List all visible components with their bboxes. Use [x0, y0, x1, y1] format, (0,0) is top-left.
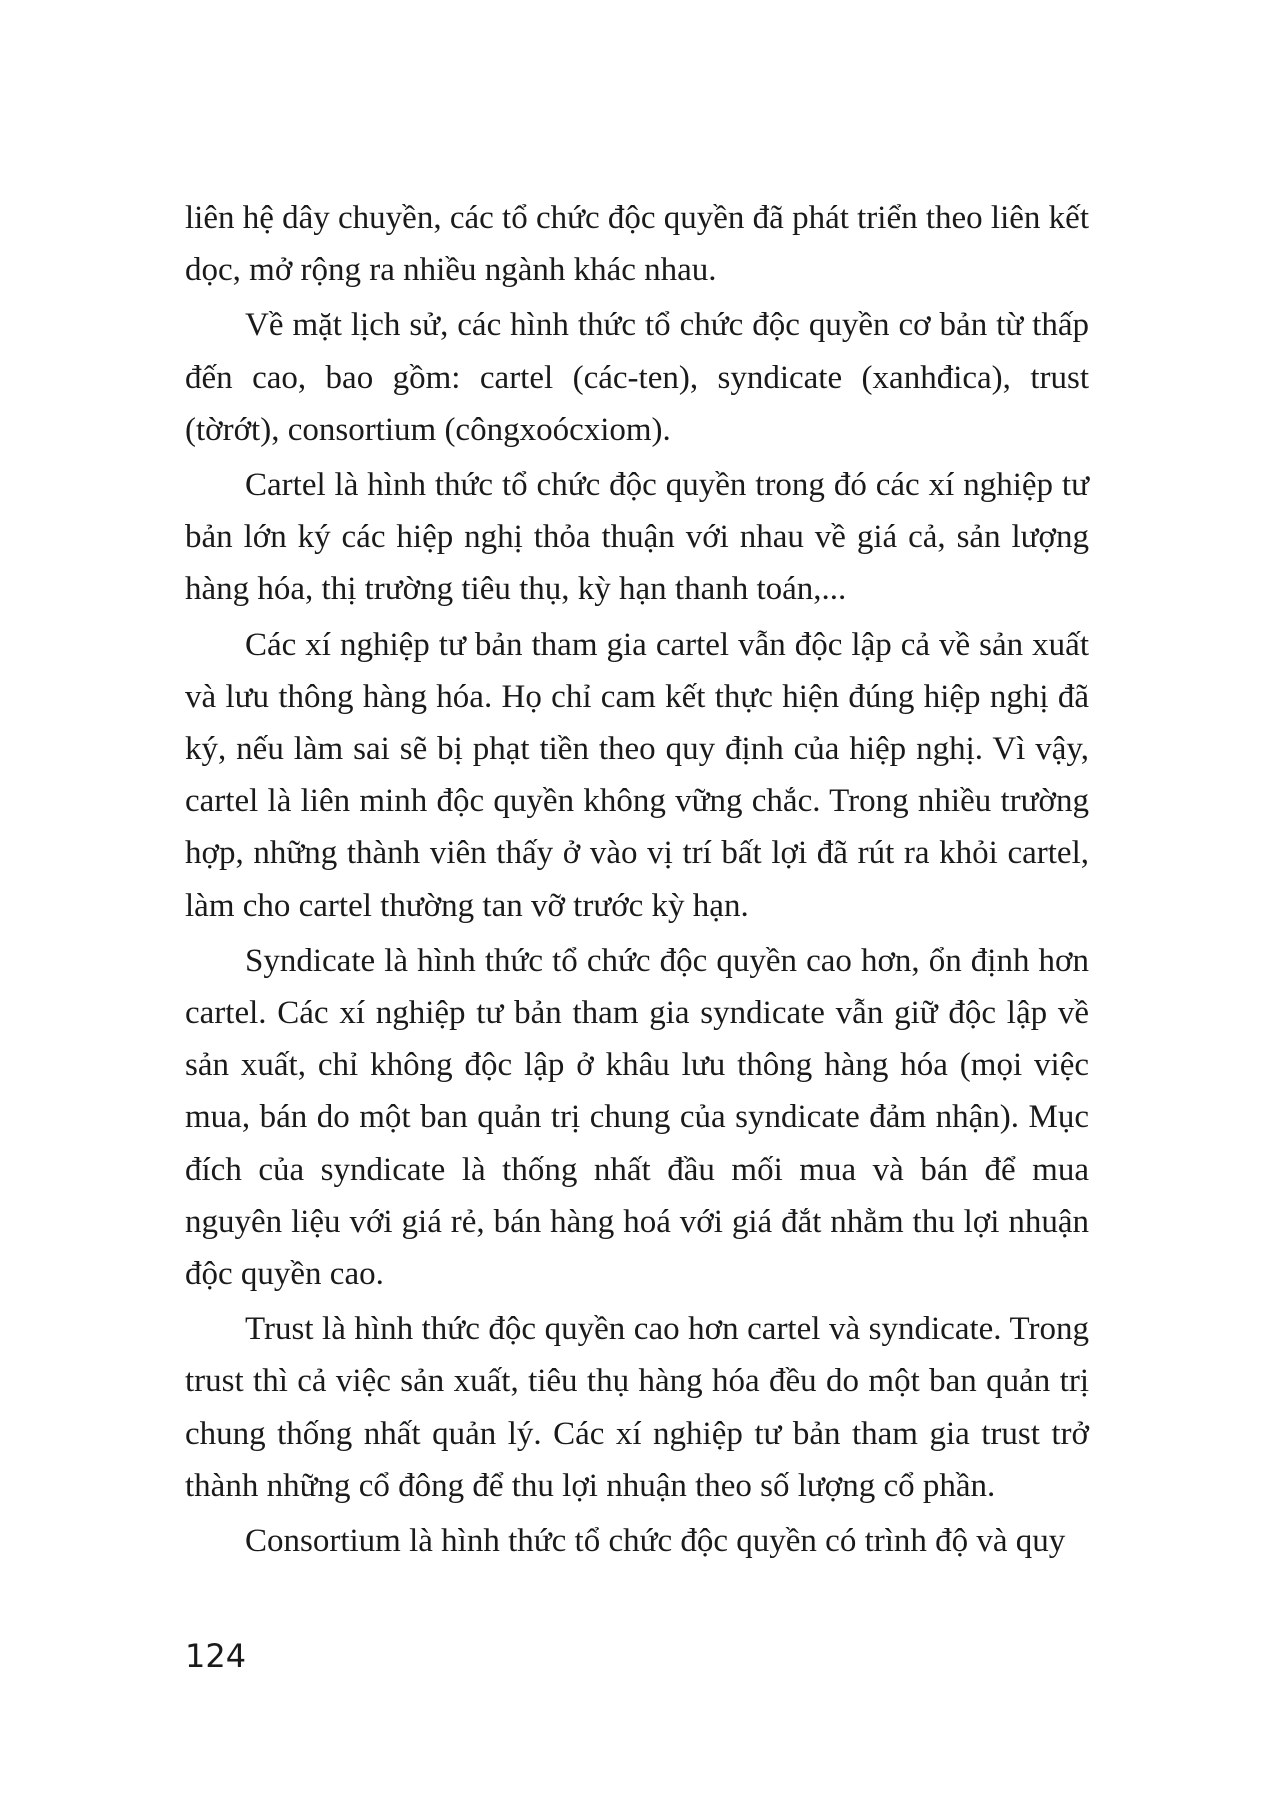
paragraph-history-forms: Về mặt lịch sử, các hình thức tổ chức độc quyền cơ bản từ thấp đến cao, bao gồm: cartel (các-ten), syndicate (xanhđica), trust (tờrớt), consortium (côngxoócxiom). [185, 307, 1089, 448]
paragraph-trust: Trust là hình thức độc quyền cao hơn cartel và syndicate. Trong trust thì cả việc sản xuất, tiêu thụ hàng hóa đều do một ban quản trị chung thống nhất quản lý. Các xí nghiệp tư bản tham gia trust trở thành những cổ đông để thu lợi nhuận theo số lượng cổ phần. [185, 1311, 1089, 1504]
paragraph-consortium: Consortium là hình thức tổ chức độc quyền có trình độ và quy [245, 1523, 1066, 1560]
paragraph-syndicate: Syndicate là hình thức tổ chức độc quyền cao hơn, ổn định hơn cartel. Các xí nghiệp tư bản tham gia syndicate vẫn giữ độc lập về sản xuất, chỉ không độc lập ở khâu lưu thông hàng hóa (mọi việc mua, bán do một ban quản trị chung của syndicate đảm nhận). Mục đích của syndicate là thống nhất đầu mối mua và bán để mua nguyên liệu với giá rẻ, bán hàng hoá với giá đắt nhằm thu lợi nhuận độc quyền cao. [185, 942, 1089, 1293]
paragraph-continuation: liên hệ dây chuyền, các tổ chức độc quyền đã phát triển theo liên kết dọc, mở rộng ra nhiều ngành khác nhau. [185, 200, 1089, 289]
body-text [185, 192, 1089, 1570]
page-number: 124 [185, 1637, 247, 1675]
paragraph-cartel-definition: Cartel là hình thức tổ chức độc quyền trong đó các xí nghiệp tư bản lớn ký các hiệp nghị thỏa thuận với nhau về giá cả, sản lượng hàng hóa, thị trường tiêu thụ, kỳ hạn thanh toán,... [185, 467, 1089, 608]
paragraph-cartel-details: Các xí nghiệp tư bản tham gia cartel vẫn độc lập cả về sản xuất và lưu thông hàng hóa. Họ chỉ cam kết thực hiện đúng hiệp nghị đã ký, nếu làm sai sẽ bị phạt tiền theo quy định của hiệp nghị. Vì vậy, cartel là liên minh độc quyền không vững chắc. Trong nhiều trường hợp, những thành viên thấy ở vào vị trí bất lợi đã rút ra khỏi cartel, làm cho cartel thường tan vỡ trước kỳ hạn. [185, 626, 1089, 924]
